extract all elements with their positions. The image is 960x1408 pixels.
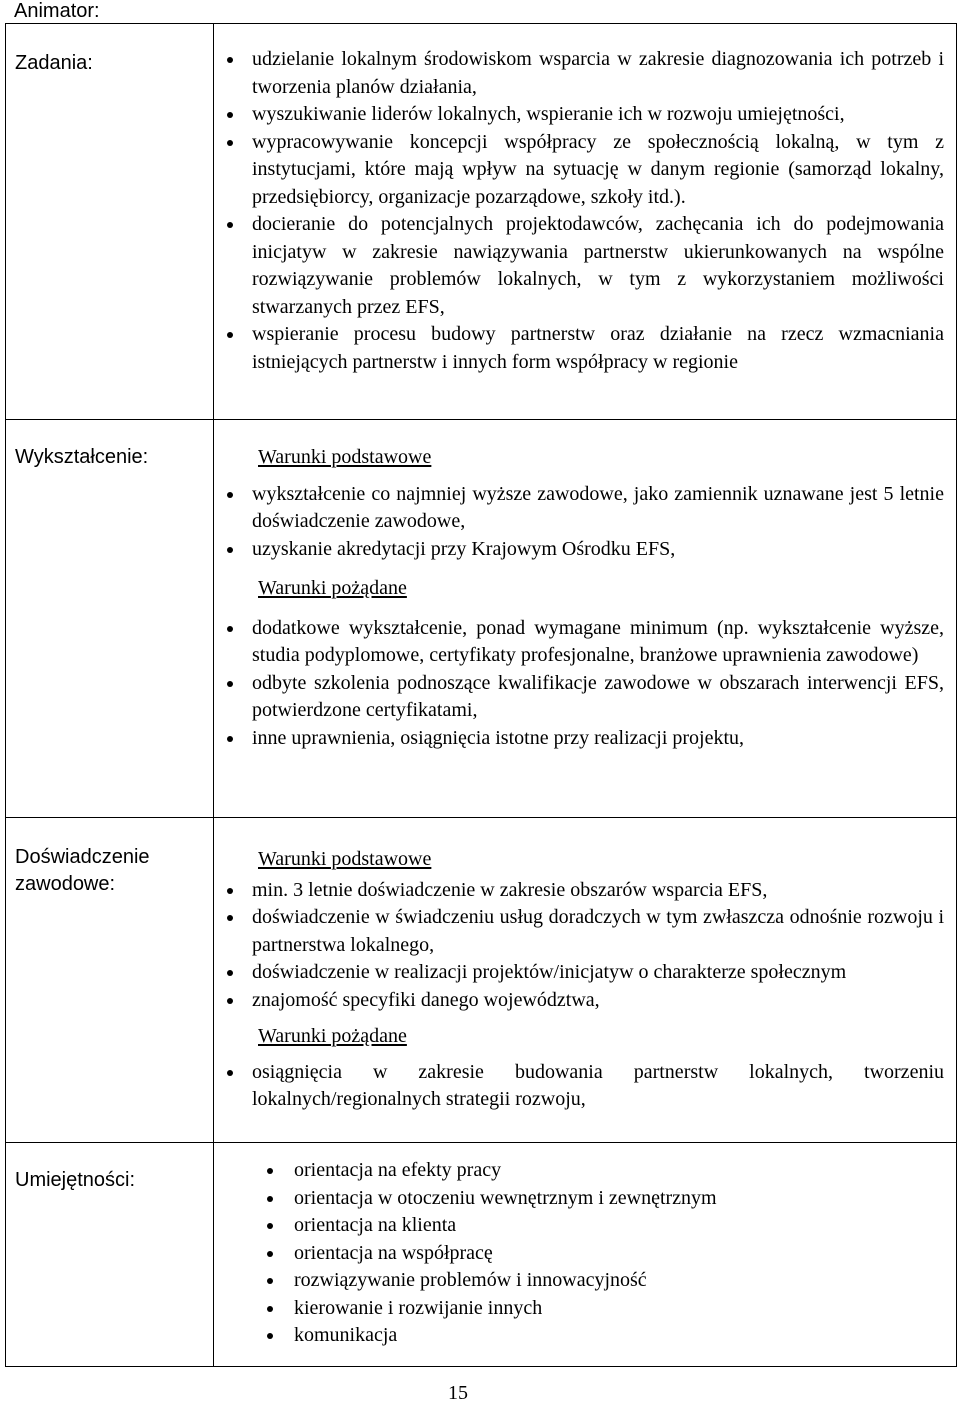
label-umiejetnosci: Umiejętności: [6, 1143, 214, 1367]
list-item: orientacja na współpracę [214, 1240, 944, 1268]
list-item: inne uprawnienia, osiągnięcia istotne przy realizacji projektu, [214, 725, 944, 753]
basic-conditions-heading: Warunki podstawowe [258, 446, 432, 468]
list-item: odbyte szkolenia podnoszące kwalifikacje zawodowe w obszarach interwencji EFS, potwierdzone certyfikatami, [214, 670, 944, 725]
education-desired-list [214, 615, 944, 753]
page-number: 15 [448, 1382, 468, 1404]
list-item: docieranie do potencjalnych projektodawców, zachęcania ich do podejmowania inicjatyw w zakresie nawiązywania partnerstw ukierunkowanych na wspólne rozwiązywanie problemów lokalnych, w tym z wykorzystaniem możliwości stwarzanych przez EFS, [214, 211, 944, 321]
list-item: wypracowywanie koncepcji współpracy ze społecznością lokalną, w tym z instytucjami, które mają wpływ na sytuację w danym regionie (samorząd lokalny, przedsiębiorcy, organizacje pozarządowe, szkoły itd.). [214, 129, 944, 212]
list-item: orientacja na klienta [214, 1212, 944, 1240]
desired-conditions-heading: Warunki pożądane [258, 577, 407, 599]
list-item: uzyskanie akredytacji przy Krajowym Ośrodku EFS, [214, 536, 944, 564]
list-item: rozwiązywanie problemów i innowacyjność [214, 1267, 944, 1295]
experience-desired-list [214, 1059, 944, 1114]
list-item: wyszukiwanie liderów lokalnych, wspieranie ich w rozwoju umiejętności, [214, 101, 944, 129]
skills-list [214, 1157, 944, 1350]
content-doswiadczenie [214, 818, 957, 1143]
label-wyksztalcenie: Wykształcenie: [6, 420, 214, 818]
row-zadania [6, 24, 957, 420]
task-list [214, 46, 944, 376]
row-doswiadczenie [6, 818, 957, 1143]
list-item: znajomość specyfiki danego województwa, [214, 987, 944, 1015]
label-doswiadczenie: Doświadczenie zawodowe: [6, 818, 214, 1143]
list-item: dodatkowe wykształcenie, ponad wymagane minimum (np. wykształcenie wyższe, studia podyplomowe, certyfikaty profesjonalne, branżowe uprawnienia zawodowe) [214, 615, 944, 670]
list-item: orientacja na efekty pracy [214, 1157, 944, 1185]
list-item: osiągnięcia w zakresie budowania partnerstw lokalnych, tworzeniu lokalnych/regionalnych strategii rozwoju, [214, 1059, 944, 1114]
desired-conditions-heading: Warunki pożądane [258, 1025, 407, 1047]
row-umiejetnosci [6, 1143, 957, 1367]
list-item: komunikacja [214, 1322, 944, 1350]
row-wyksztalcenie [6, 420, 957, 818]
list-item: wspieranie procesu budowy partnerstw oraz działanie na rzecz wzmacniania istniejących partnerstw i innych form współpracy w regionie [214, 321, 944, 376]
basic-conditions-heading: Warunki podstawowe [258, 848, 432, 870]
content-zadania [214, 24, 957, 420]
experience-basic-list [214, 877, 944, 1015]
document-title: Animator: [14, 0, 100, 22]
label-zadania: Zadania: [6, 24, 214, 420]
list-item: kierowanie i rozwijanie innych [214, 1295, 944, 1323]
list-item: udzielanie lokalnym środowiskom wsparcia w zakresie diagnozowania ich potrzeb i tworzenia planów działania, [214, 46, 944, 101]
education-basic-list [214, 481, 944, 564]
list-item: doświadczenie w realizacji projektów/inicjatyw o charakterze społecznym [214, 959, 944, 987]
requirements-table [5, 23, 957, 1367]
content-wyksztalcenie [214, 420, 957, 818]
list-item: wykształcenie co najmniej wyższe zawodowe, jako zamiennik uznawane jest 5 letnie doświadczenie zawodowe, [214, 481, 944, 536]
content-umiejetnosci [214, 1143, 957, 1367]
list-item: min. 3 letnie doświadczenie w zakresie obszarów wsparcia EFS, [214, 877, 944, 905]
list-item: orientacja w otoczeniu wewnętrznym i zewnętrznym [214, 1185, 944, 1213]
list-item: doświadczenie w świadczeniu usług doradczych w tym zwłaszcza odnośnie rozwoju i partnerstwa lokalnego, [214, 904, 944, 959]
